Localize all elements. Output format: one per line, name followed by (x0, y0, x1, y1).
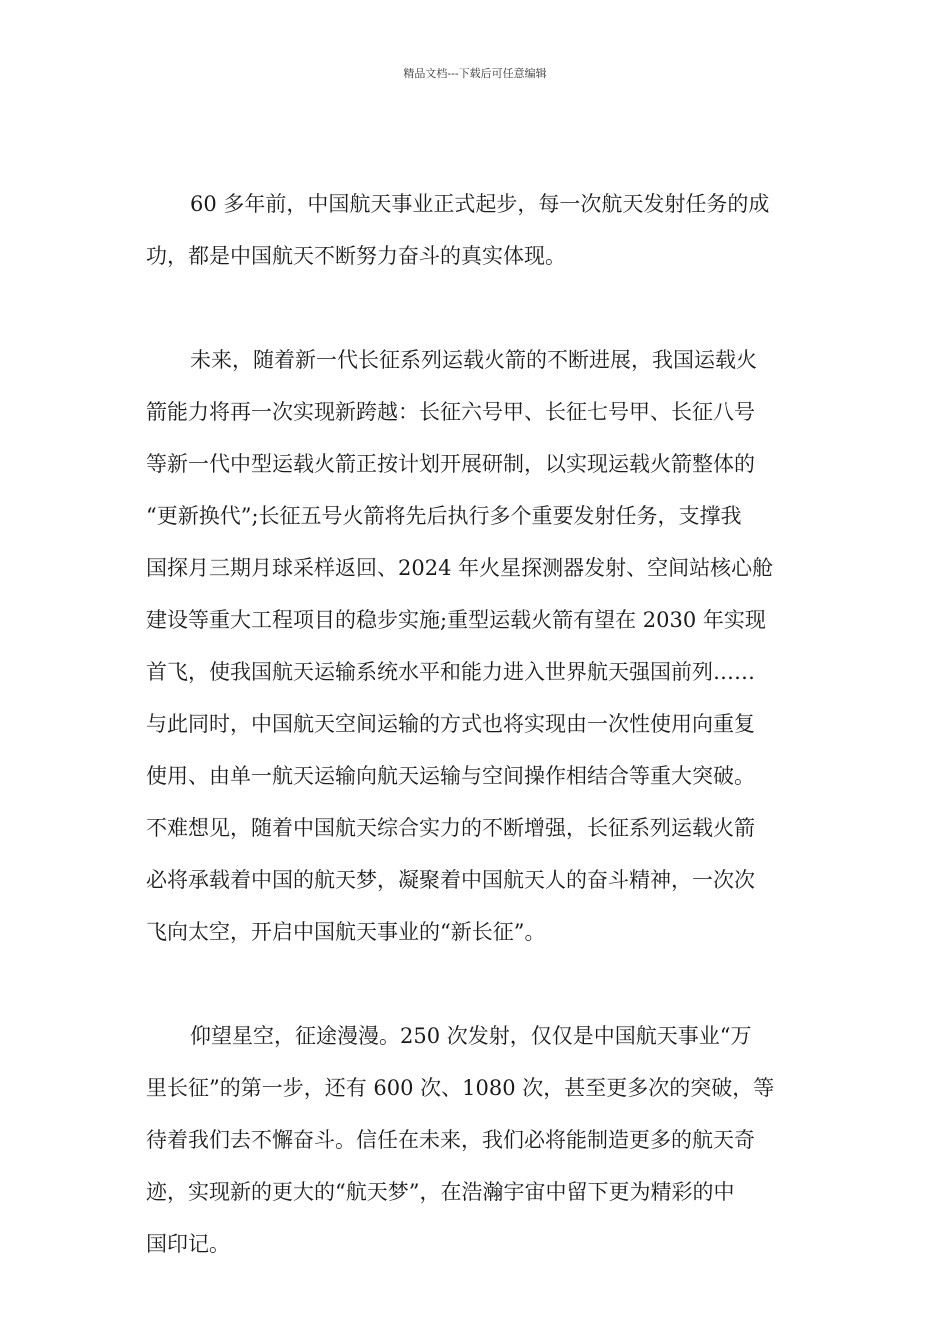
paragraph-line: 与此同时，中国航天空间运输的方式也将实现由一次性使用向重复 (146, 712, 755, 736)
paragraph-line: 待着我们去不懈奋斗。信任在未来，我们必将能制造更多的航天奇 (146, 1128, 755, 1152)
document-body (146, 178, 808, 1270)
page-header: 精品文档---下载后可任意编辑 (403, 67, 547, 80)
paragraph-line: 必将承载着中国的航天梦，凝聚着中国航天人的奋斗精神，一次次 (146, 868, 755, 892)
paragraph-line: 60 多年前，中国航天事业正式起步，每一次航天发射任务的成 (190, 192, 770, 216)
paragraph-1 (146, 178, 808, 282)
paragraph-line: 箭能力将再一次实现新跨越：长征六号甲、长征七号甲、长征八号 (146, 400, 755, 424)
paragraph-line: 里长征”的第一步，还有 600 次、1080 次，甚至更多次的突破，等 (146, 1076, 775, 1100)
paragraph-3 (146, 1010, 808, 1270)
paragraph-line: 不难想见，随着中国航天综合实力的不断增强，长征系列运载火箭 (146, 816, 755, 840)
paragraph-line: 功，都是中国航天不断努力奋斗的真实体现。 (146, 244, 566, 268)
paragraph-line: 等新一代中型运载火箭正按计划开展研制，以实现运载火箭整体的 (146, 452, 755, 476)
paragraph-line: “更新换代”;长征五号火箭将先后执行多个重要发射任务，支撑我 (146, 504, 742, 528)
paragraph-line: 首飞，使我国航天运输系统水平和能力进入世界航天强国前列…… (146, 660, 755, 684)
paragraph-line: 仰望星空，征途漫漫。250 次发射，仅仅是中国航天事业“万 (190, 1024, 752, 1048)
paragraph-line: 国探月三期月球采样返回、2024 年火星探测器发射、空间站核心舱 (146, 556, 774, 580)
paragraph-line: 国印记。 (146, 1232, 230, 1256)
paragraph-line: 飞向太空，开启中国航天事业的“新长征”。 (146, 920, 546, 944)
paragraph-line: 建设等重大工程项目的稳步实施;重型运载火箭有望在 2030 年实现 (146, 608, 766, 632)
paragraph-2 (146, 334, 808, 958)
paragraph-line: 未来，随着新一代长征系列运载火箭的不断进展，我国运载火 (190, 348, 757, 372)
paragraph-line: 迹，实现新的更大的“航天梦”，在浩瀚宇宙中留下更为精彩的中 (146, 1180, 735, 1204)
paragraph-line: 使用、由单一航天运输向航天运输与空间操作相结合等重大突破。 (146, 764, 755, 788)
